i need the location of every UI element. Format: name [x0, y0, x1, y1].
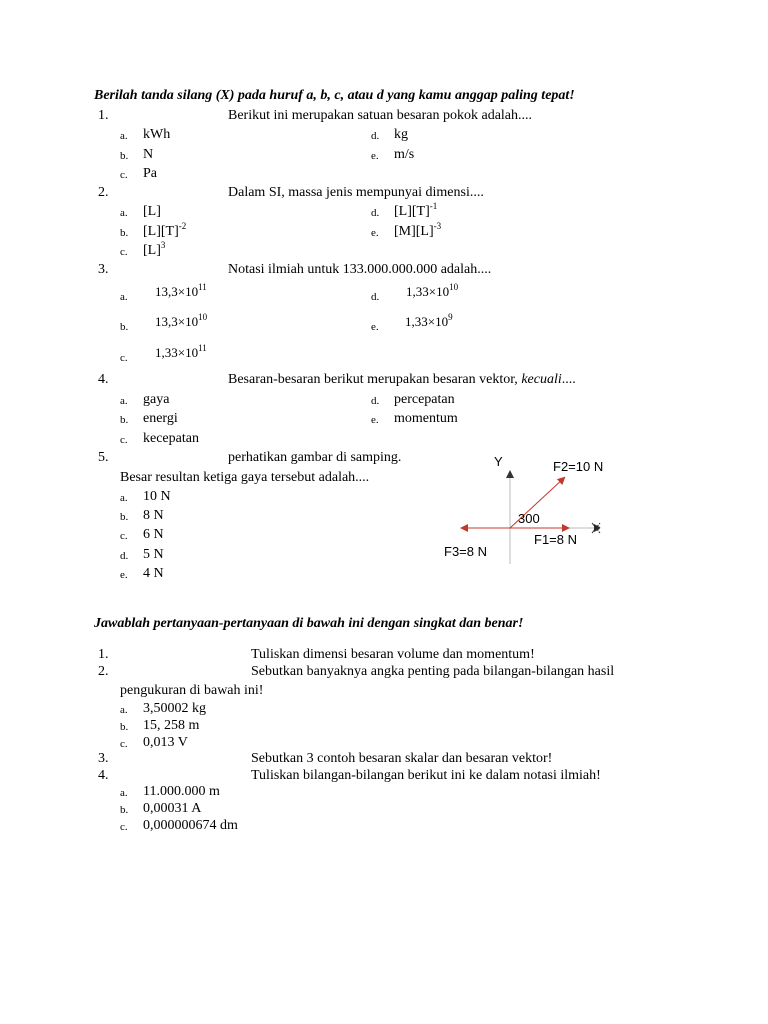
item-letter: b. [120, 804, 129, 816]
option-text: m/s [394, 147, 415, 162]
question-number: 1. [98, 647, 109, 662]
question-number: 4. [98, 768, 109, 783]
option-text: $1,33\times 10^{11}$ [155, 343, 207, 360]
option-letter: d. [120, 550, 129, 562]
item-letter: a. [120, 704, 128, 716]
option-letter: c. [120, 530, 128, 542]
option-text: 5 N [143, 547, 164, 562]
option-text: $1,33\times 10^{10}$ [406, 282, 459, 299]
question-text: Sebutkan banyaknya angka penting pada bilangan-bilangan hasil [251, 664, 615, 679]
option-text: [L] [143, 204, 161, 219]
item-text: 0,000000674 dm [143, 818, 238, 833]
option-text: $[L][T]^{-2}$ [143, 221, 187, 239]
option-letter: d. [371, 291, 380, 303]
option-text: energi [143, 411, 178, 426]
question-text-line2: Besar resultan ketiga gaya tersebut adalah.... [120, 470, 370, 485]
option-text: kWh [143, 127, 171, 142]
option-text: 4 N [143, 566, 164, 581]
option-letter: b. [120, 227, 129, 239]
option-text: kecepatan [143, 431, 199, 446]
option-letter: c. [120, 169, 128, 181]
option-letter: c. [120, 246, 128, 258]
option-letter: a. [120, 395, 128, 407]
option-letter: a. [120, 492, 128, 504]
question-text: Tuliskan bilangan-bilangan berikut ini ke dalam notasi ilmiah! [251, 768, 601, 783]
item-text: 0,00031 A [143, 801, 202, 816]
option-text: $[L]^3$ [143, 240, 166, 258]
option-letter: a. [120, 207, 128, 219]
option-letter: e. [120, 569, 128, 581]
option-letter: a. [120, 291, 128, 303]
option-text: $13,3\times 10^{11}$ [155, 282, 207, 299]
option-letter: d. [371, 130, 380, 142]
option-letter: b. [120, 511, 129, 523]
option-text: 6 N [143, 527, 164, 542]
option-text: Pa [143, 166, 157, 181]
f1-label: F1=8 N [534, 532, 577, 547]
question-number: 4. [98, 372, 109, 387]
option-letter: d. [371, 395, 380, 407]
y-axis-label: Y [494, 454, 503, 469]
option-text: 8 N [143, 508, 164, 523]
option-text: 10 N [143, 489, 171, 504]
question-text: Tuliskan dimensi besaran volume dan momentum! [251, 647, 535, 662]
option-text: $1,33\times 10^9$ [405, 312, 453, 329]
option-letter: c. [120, 434, 128, 446]
item-text: 0,013 V [143, 735, 188, 750]
item-letter: a. [120, 787, 128, 799]
item-text: 15, 258 m [143, 718, 200, 733]
question-number: 5. [98, 450, 109, 465]
f2-label: F2=10 N [553, 459, 604, 474]
question-text: Berikut ini merupakan satuan besaran pokok adalah.... [228, 108, 533, 123]
question-text: Besaran-besaran berikut merupakan besaran vektor, kecuali.... [228, 372, 576, 387]
question-number: 2. [98, 664, 109, 679]
option-text: $13,3\times 10^{10}$ [155, 312, 208, 329]
question-text: Dalam SI, massa jenis mempunyai dimensi.... [228, 185, 484, 200]
option-text: kg [394, 127, 408, 142]
option-letter: b. [120, 150, 129, 162]
question-number: 3. [98, 262, 109, 277]
question-number: 3. [98, 751, 109, 766]
question-number: 2. [98, 185, 109, 200]
item-text: 11.000.000 m [143, 784, 220, 799]
option-letter: d. [371, 207, 380, 219]
section2-instruction: Jawablah pertanyaan-pertanyaan di bawah ini dengan singkat dan benar! [94, 616, 524, 631]
section1-instruction: Berilah tanda silang (X) pada huruf a, b, c, atau d yang kamu anggap paling tepat! [94, 88, 575, 103]
option-text: N [143, 147, 154, 162]
option-text: momentum [394, 411, 458, 426]
angle-label: 300 [518, 511, 540, 526]
question-text: perhatikan gambar di samping. [228, 450, 402, 465]
option-letter: e. [371, 414, 379, 426]
option-letter: e. [371, 150, 379, 162]
option-letter: a. [120, 130, 128, 142]
item-letter: c. [120, 821, 128, 833]
question-text-line2: pengukuran di bawah ini! [120, 683, 264, 698]
question-text: Notasi ilmiah untuk 133.000.000.000 adalah.... [228, 262, 492, 277]
option-letter: e. [371, 321, 379, 333]
option-text: percepatan [394, 392, 455, 407]
item-letter: c. [120, 738, 128, 750]
question-text: Sebutkan 3 contoh besaran skalar dan besaran vektor! [251, 751, 553, 766]
f3-label: F3=8 N [444, 544, 487, 559]
option-letter: b. [120, 414, 129, 426]
option-letter: e. [371, 227, 379, 239]
option-letter: b. [120, 321, 129, 333]
question-number: 1. [98, 108, 109, 123]
option-text: $[M][L]^{-3}$ [394, 221, 442, 239]
option-text: gaya [143, 392, 170, 407]
option-text: $[L][T]^{-1}$ [394, 201, 438, 219]
x-axis-label: X [597, 521, 606, 535]
option-letter: c. [120, 352, 128, 364]
item-letter: b. [120, 721, 129, 733]
item-text: 3,50002 kg [143, 701, 206, 716]
